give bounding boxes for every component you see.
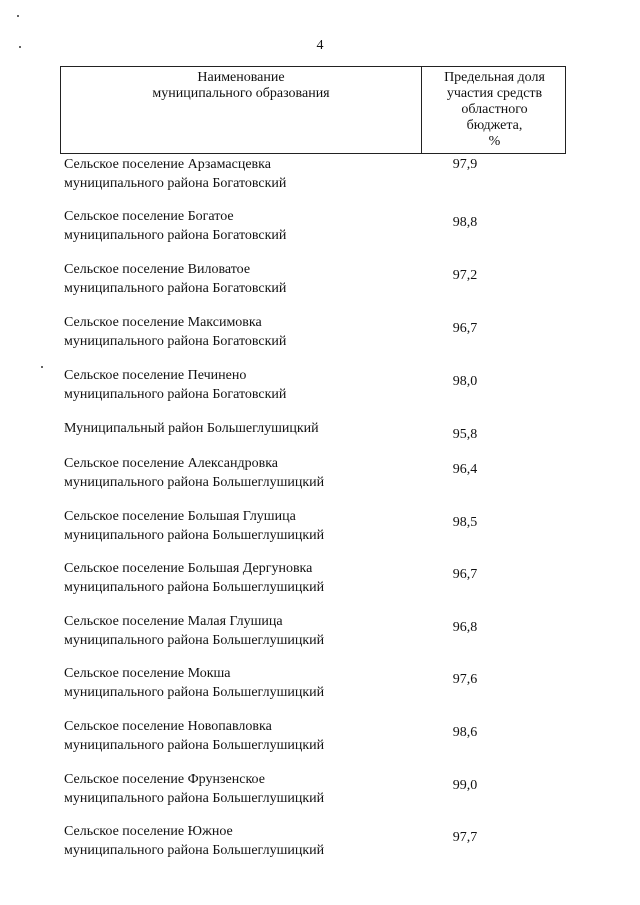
row-share-value: 98,8 <box>452 215 478 230</box>
row-municipality-name: Сельское поселение Виловатое муниципального района Богатовский <box>64 262 287 296</box>
row-share-value: 96,7 <box>452 321 478 336</box>
row-share-value: 98,0 <box>452 374 478 389</box>
row-share-value: 96,4 <box>452 462 478 477</box>
header-share-column: Предельная доля участия средств областного бюджета, % <box>444 70 545 149</box>
row-municipality-name: Сельское поселение Мокша муниципального района Большеглушицкий <box>64 666 325 700</box>
table-row <box>0 612 640 656</box>
row-share-value: 97,6 <box>452 672 478 687</box>
row-share-value: 97,2 <box>452 268 478 283</box>
table-row <box>0 507 640 551</box>
row-municipality-name: Сельское поселение Арзамасцевка муниципального района Богатовский <box>64 157 287 191</box>
row-municipality-name: Сельское поселение Александровка муниципального района Большеглушицкий <box>64 456 325 490</box>
table-row <box>0 717 640 761</box>
row-share-value: 97,7 <box>452 830 478 845</box>
row-municipality-name: Сельское поселение Богатое муниципального района Богатовский <box>64 209 287 243</box>
row-share-value: 98,6 <box>452 725 478 740</box>
table-header <box>60 66 566 154</box>
table-row <box>0 770 640 814</box>
table-row <box>0 559 640 603</box>
row-municipality-name: Сельское поселение Большая Дергуновка муниципального района Большеглушицкий <box>64 561 325 595</box>
table-row <box>0 207 640 251</box>
row-share-value: 99,0 <box>452 778 478 793</box>
page-number: 4 <box>316 38 324 53</box>
row-municipality-name: Сельское поселение Максимовка муниципального района Богатовский <box>64 315 287 349</box>
row-share-value: 96,8 <box>452 620 478 635</box>
row-municipality-name: Сельское поселение Новопавловка муниципального района Большеглушицкий <box>64 719 325 753</box>
row-municipality-name: Сельское поселение Фрунзенское муниципального района Большеглушицкий <box>64 772 325 806</box>
header-name-column: Наименование муниципального образования <box>152 70 330 101</box>
row-share-value: 97,9 <box>452 157 478 172</box>
table-row <box>0 260 640 304</box>
row-share-value: 95,8 <box>452 427 478 442</box>
table-row <box>0 822 640 866</box>
row-share-value: 96,7 <box>452 567 478 582</box>
row-share-value: 98,5 <box>452 515 478 530</box>
table-row <box>0 366 640 410</box>
table-row <box>0 155 640 199</box>
row-municipality-name: Сельское поселение Южное муниципального района Большеглушицкий <box>64 824 325 858</box>
row-municipality-name: Сельское поселение Печинено муниципального района Богатовский <box>64 368 287 402</box>
row-municipality-name: Муниципальный район Большеглушицкий <box>64 421 319 436</box>
table-row <box>0 664 640 708</box>
table-row <box>0 313 640 357</box>
row-municipality-name: Сельское поселение Большая Глушица муниципального района Большеглушицкий <box>64 509 325 543</box>
row-municipality-name: Сельское поселение Малая Глушица муниципального района Большеглушицкий <box>64 614 325 648</box>
scan-speck <box>17 15 19 17</box>
table-row <box>0 454 640 498</box>
